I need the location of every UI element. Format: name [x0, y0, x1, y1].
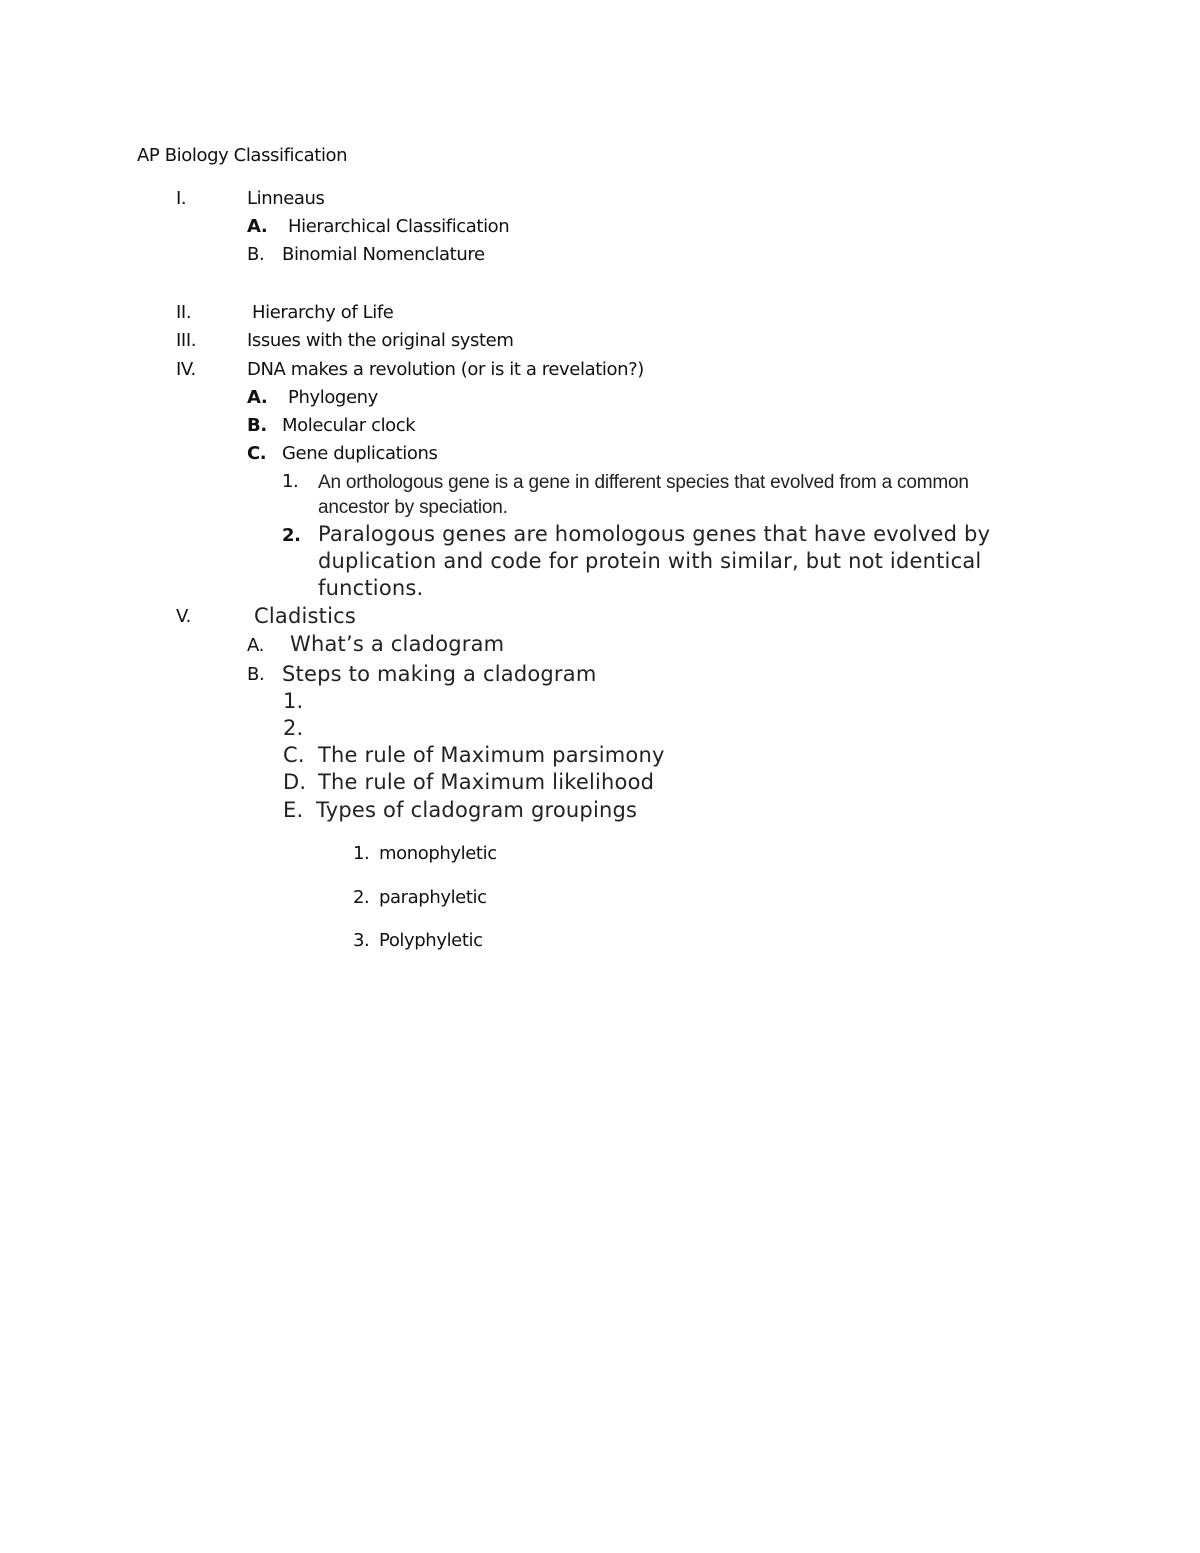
- outline-marker: 3.: [353, 930, 370, 951]
- outline-marker: B.: [247, 415, 267, 436]
- outline-item: Cladistics: [254, 604, 357, 628]
- outline-item: Linneaus: [247, 188, 325, 209]
- outline-marker: D.: [283, 770, 307, 794]
- outline-marker: 1.: [353, 843, 370, 864]
- outline-marker: C.: [247, 443, 267, 464]
- outline-item: Binomial Nomenclature: [282, 244, 485, 265]
- outline-item: Phylogeny: [288, 387, 378, 408]
- outline-item: What’s a cladogram: [290, 632, 505, 656]
- outline-marker: IV.: [176, 359, 196, 380]
- document-title: AP Biology Classification: [137, 145, 348, 166]
- outline-marker: 1.: [282, 471, 299, 492]
- outline-marker: A.: [247, 216, 268, 237]
- outline-marker: B.: [247, 664, 265, 685]
- outline-marker: II.: [176, 302, 192, 323]
- outline-item-line: Paralogous genes are homologous genes that have evolved by: [318, 522, 991, 546]
- outline-item: The rule of Maximum likelihood: [318, 770, 655, 794]
- outline-marker: A.: [247, 635, 264, 656]
- outline-marker: I.: [176, 188, 187, 209]
- outline-item-line: functions.: [318, 576, 424, 600]
- outline-marker: B.: [247, 244, 265, 265]
- outline-item: Gene duplications: [282, 443, 438, 464]
- outline-item-line: An orthologous gene is a gene in different species that evolved from a common: [318, 472, 969, 493]
- outline-marker: C.: [283, 743, 305, 767]
- outline-marker: 2.: [283, 716, 304, 740]
- outline-item: Issues with the original system: [247, 330, 514, 351]
- outline-item: Types of cladogram groupings: [316, 798, 638, 822]
- outline-item: DNA makes a revolution (or is it a revelation?): [247, 359, 644, 380]
- outline-marker: III.: [176, 330, 197, 351]
- outline-item: Steps to making a cladogram: [282, 662, 597, 686]
- outline-marker: 2.: [282, 525, 301, 546]
- outline-item: Molecular clock: [282, 415, 416, 436]
- outline-item-line: duplication and code for protein with similar, but not identical: [318, 549, 982, 573]
- outline-marker: 2.: [353, 887, 370, 908]
- outline-item: Polyphyletic: [379, 930, 483, 951]
- outline-marker: E.: [283, 798, 304, 822]
- outline-item: paraphyletic: [379, 887, 487, 908]
- outline-marker: 1.: [283, 689, 304, 713]
- outline-item: monophyletic: [379, 843, 497, 864]
- outline-item-line: ancestor by speciation.: [318, 497, 508, 518]
- outline-item: Hierarchical Classification: [288, 216, 510, 237]
- outline-item: Hierarchy of Life: [252, 302, 394, 323]
- outline-item: The rule of Maximum parsimony: [318, 743, 665, 767]
- outline-marker: V.: [176, 606, 191, 627]
- outline-marker: A.: [247, 387, 268, 408]
